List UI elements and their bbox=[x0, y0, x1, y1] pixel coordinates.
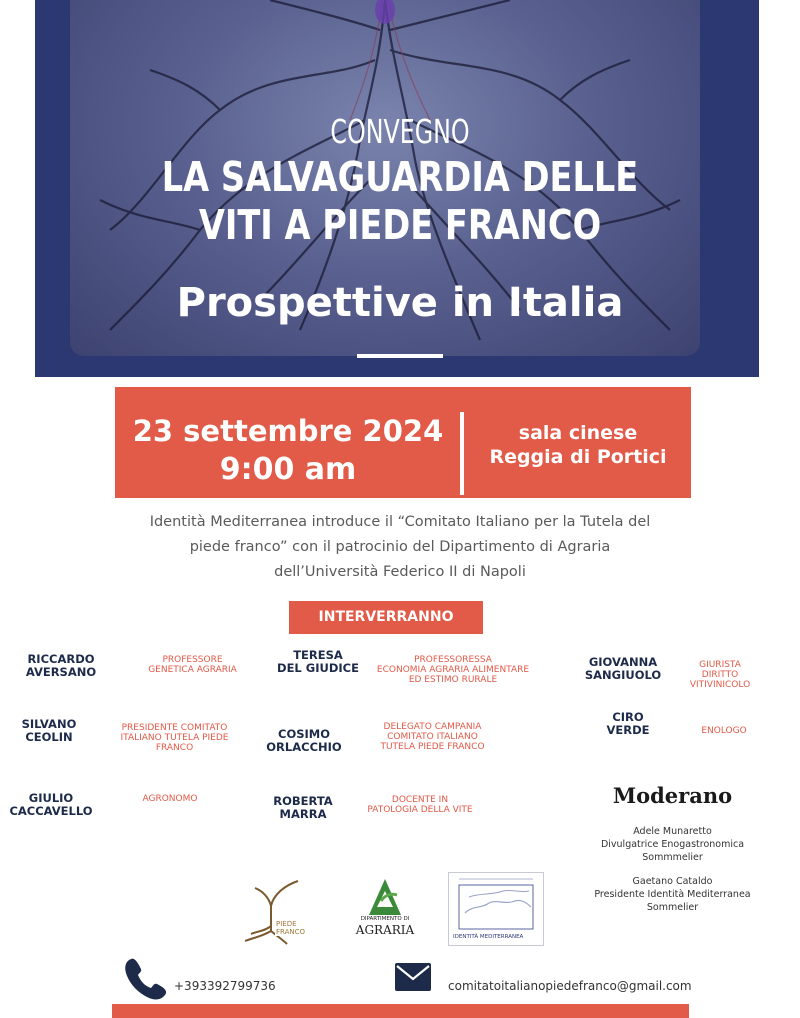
speaker-first-name: CIRO bbox=[612, 710, 644, 724]
event-subtitle: Prospettive in Italia bbox=[176, 280, 624, 326]
speaker-role-line: PATOLOGIA DELLA VITE bbox=[367, 805, 473, 815]
venue-room: sala cinese bbox=[518, 422, 638, 444]
event-type-label: CONVEGNO bbox=[330, 112, 470, 151]
speaker-first-name: GIOVANNA bbox=[588, 655, 658, 669]
speaker-last-name: CEOLIN bbox=[25, 730, 73, 744]
event-time: 9:00 am bbox=[219, 452, 357, 487]
date-venue-divider bbox=[460, 412, 464, 495]
speaker-role bbox=[368, 655, 538, 685]
speaker-first-name: TERESA bbox=[293, 648, 343, 662]
speaker-name bbox=[573, 656, 673, 682]
identita-mediterranea-logo bbox=[448, 872, 544, 946]
speaker-role-line: DIRITTO bbox=[701, 670, 739, 680]
event-date: 23 settembre 2024 bbox=[132, 414, 444, 448]
footer-bar bbox=[112, 1004, 689, 1018]
speaker-name bbox=[15, 653, 107, 679]
logo-text-line: FRANCO bbox=[276, 928, 306, 936]
intro-line: piede franco” con il patrocinio del Dipartimento di Agraria bbox=[189, 539, 611, 555]
intro-line: dell’Università Federico II di Napoli bbox=[274, 564, 526, 580]
identita-mediterranea-logo-text: IDENTITÀ MEDITERRANEA bbox=[453, 934, 524, 940]
speaker-role-line: GENETICA AGRARIA bbox=[148, 665, 237, 675]
piede-franco-logo-text bbox=[276, 920, 305, 936]
speaker-name bbox=[256, 728, 352, 754]
speakers-heading: INTERVERRANNO bbox=[289, 601, 483, 634]
piede-franco-logo bbox=[243, 876, 305, 946]
speaker-last-name: SANGIUOLO bbox=[584, 668, 662, 682]
moderator-name: Adele Munaretto bbox=[633, 826, 712, 837]
speaker-role-line: COMITATO ITALIANO bbox=[387, 732, 478, 742]
speaker-role-line: PRESIDENTE COMITATO bbox=[121, 723, 228, 733]
speaker-role bbox=[370, 722, 495, 752]
speaker-last-name: VERDE bbox=[606, 723, 650, 737]
speaker-last-name: CACCAVELLO bbox=[9, 804, 93, 818]
venue-place: Reggia di Portici bbox=[489, 446, 667, 468]
speaker-role-line: PROFESSORE bbox=[162, 655, 223, 665]
envelope-icon bbox=[395, 963, 431, 991]
speaker-role-line: GIURISTA bbox=[699, 660, 741, 670]
speaker-last-name: DEL GIUDICE bbox=[277, 661, 359, 675]
intro-paragraph bbox=[115, 510, 685, 585]
speaker-role-line: DELEGATO CAMPANIA bbox=[383, 722, 482, 732]
phone-icon bbox=[123, 955, 169, 1001]
speaker-last-name: ORLACCHIO bbox=[266, 740, 342, 754]
speaker-role-line: ECONOMIA AGRARIA ALIMENTARE bbox=[376, 665, 530, 675]
moderators-heading: Moderano bbox=[612, 783, 733, 808]
speaker-role bbox=[125, 794, 215, 804]
speaker-name bbox=[265, 649, 371, 675]
dipartimento-agraria-logo bbox=[353, 877, 417, 939]
moderator-role: Presidente Identità Mediterranea bbox=[594, 889, 751, 900]
moderator-name: Gaetano Cataldo bbox=[632, 876, 713, 887]
speaker-role-line: VITIVINICOLO bbox=[689, 680, 751, 690]
speaker-name bbox=[258, 795, 348, 821]
intro-line: Identità Mediterranea introduce il “Comitato Italiano per la Tutela del bbox=[149, 514, 651, 530]
moderator-role: Sommelier bbox=[646, 902, 699, 913]
agraria-big-text: AGRARIA bbox=[355, 923, 415, 937]
speaker-first-name: SILVANO bbox=[21, 717, 77, 731]
title-underline bbox=[357, 354, 443, 358]
moderator-role: Sommmelier bbox=[642, 852, 703, 863]
agraria-small-text: DIPARTIMENTO DI bbox=[360, 916, 410, 922]
contact-email[interactable]: comitatoitalianopiedefranco@gmail.com bbox=[448, 979, 692, 993]
speaker-role-line: AGRONOMO bbox=[142, 794, 198, 804]
moderator-2 bbox=[585, 875, 760, 914]
contact-phone: +393392799736 bbox=[174, 979, 276, 993]
speaker-role-line: FRANCO bbox=[155, 743, 194, 753]
speaker-role-line: ENOLOGO bbox=[701, 726, 747, 736]
speaker-role-line: PROFESSORESSA bbox=[414, 655, 492, 665]
speaker-name bbox=[588, 711, 668, 737]
speaker-role bbox=[135, 655, 250, 675]
moderator-1 bbox=[585, 825, 760, 864]
speaker-role bbox=[690, 726, 758, 736]
speaker-name bbox=[3, 792, 99, 818]
speaker-first-name: GIULIO bbox=[28, 791, 74, 805]
speaker-role-line: ED ESTIMO RURALE bbox=[408, 675, 498, 685]
speaker-first-name: COSIMO bbox=[278, 727, 330, 741]
event-title-line1: LA SALVAGUARDIA DELLE bbox=[161, 153, 639, 201]
speaker-last-name: MARRA bbox=[279, 807, 327, 821]
logo-text-line: PIEDE bbox=[276, 920, 297, 928]
speaker-role bbox=[112, 723, 237, 753]
speaker-first-name: RICCARDO bbox=[27, 652, 95, 666]
speaker-first-name: ROBERTA bbox=[273, 794, 333, 808]
speaker-last-name: AVERSANO bbox=[25, 665, 97, 679]
moderator-role: Divulgatrice Enogastronomica bbox=[600, 839, 745, 850]
speaker-role bbox=[682, 660, 758, 690]
event-title-line2: VITI A PIEDE FRANCO bbox=[198, 201, 602, 249]
speaker-role-line: DOCENTE IN bbox=[391, 795, 449, 805]
speaker-role-line: TUTELA PIEDE FRANCO bbox=[380, 742, 485, 752]
speaker-name bbox=[8, 718, 90, 744]
speaker-role-line: ITALIANO TUTELA PIEDE bbox=[120, 733, 229, 743]
speaker-role bbox=[362, 795, 478, 815]
